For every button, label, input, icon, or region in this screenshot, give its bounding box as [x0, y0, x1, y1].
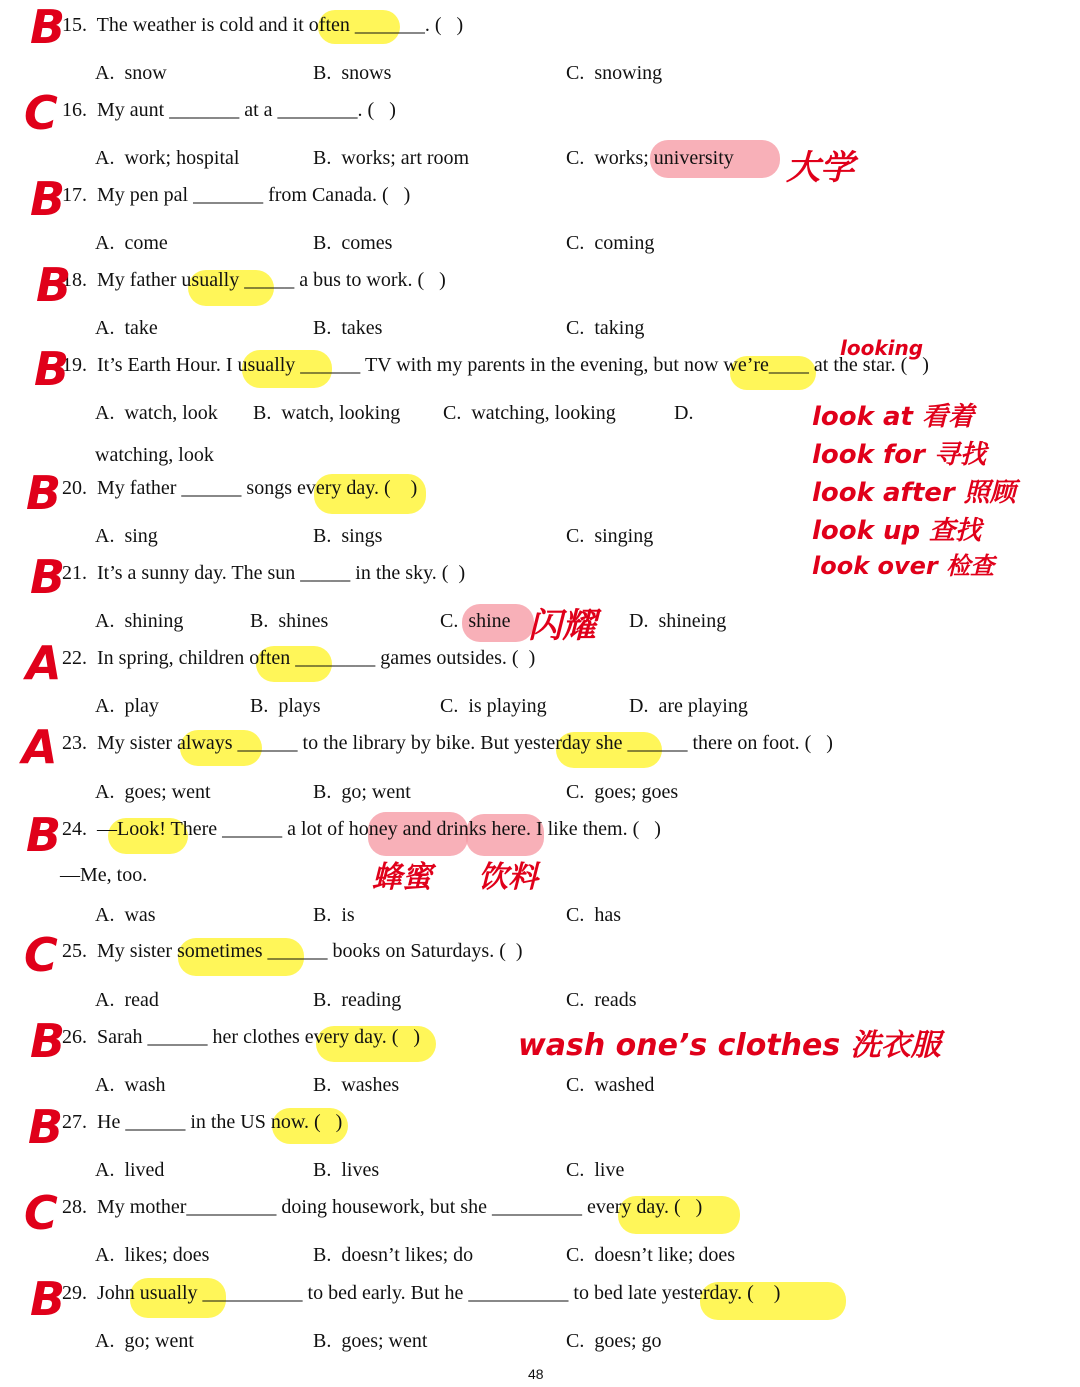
- answer-option[interactable]: B. works; art room: [313, 147, 470, 169]
- question-stem: 16. My aunt _______ at a ________. ( ): [62, 99, 396, 121]
- answer-option[interactable]: A. read: [95, 989, 159, 1011]
- answer-option[interactable]: D. shineing: [629, 610, 727, 632]
- answer-option[interactable]: B. is: [313, 904, 355, 926]
- question-stem: 18. My father usually _____ a bus to work. ( ): [62, 269, 446, 291]
- q21-note: 闪耀: [528, 606, 596, 646]
- handwritten-answer: C: [24, 1186, 58, 1240]
- answer-option[interactable]: A. wash: [95, 1074, 166, 1096]
- answer-option[interactable]: C. washed: [566, 1074, 655, 1096]
- answer-option[interactable]: A. sing: [95, 525, 158, 547]
- question-stem: 23. My sister always ______ to the library by bike. But yesterday she ______ there on foot. ( ): [62, 732, 833, 754]
- handwritten-answer: B: [30, 172, 66, 226]
- answer-option[interactable]: B. washes: [313, 1074, 400, 1096]
- answer-option[interactable]: A. snow: [95, 62, 167, 84]
- answer-option[interactable]: A. go; went: [95, 1330, 194, 1352]
- answer-option-wrap[interactable]: watching, look: [95, 444, 214, 466]
- answer-option[interactable]: B. takes: [313, 317, 383, 339]
- answer-option[interactable]: B. lives: [313, 1159, 380, 1181]
- q19-above-note: looking: [840, 336, 924, 360]
- answer-option[interactable]: A. shining: [95, 610, 184, 632]
- handwritten-answer: B: [30, 550, 66, 604]
- look-list-item: look up 查找: [812, 516, 982, 546]
- answer-option[interactable]: B. goes; went: [313, 1330, 428, 1352]
- answer-option[interactable]: C. has: [566, 904, 621, 926]
- answer-option[interactable]: C. snowing: [566, 62, 663, 84]
- handwritten-answer: B: [34, 342, 70, 396]
- answer-option[interactable]: C. is playing: [440, 695, 547, 717]
- answer-option[interactable]: D.: [674, 402, 694, 424]
- handwritten-answer: B: [30, 0, 66, 54]
- handwritten-answer: B: [30, 1272, 66, 1326]
- handwritten-answer: C: [24, 86, 58, 140]
- answer-option[interactable]: C. watching, looking: [443, 402, 616, 424]
- q26-note: wash one’s clothes 洗衣服: [518, 1028, 941, 1063]
- answer-option[interactable]: B. plays: [250, 695, 321, 717]
- look-list-item: look over 检查: [812, 552, 995, 580]
- q24-drinks-note: 饮料: [478, 860, 538, 895]
- answer-option[interactable]: C. reads: [566, 989, 637, 1011]
- handwritten-answer: C: [24, 928, 58, 982]
- answer-option[interactable]: B. snows: [313, 62, 392, 84]
- page-number: 48: [528, 1366, 544, 1382]
- question-stem: 28. My mother_________ doing housework, but she _________ every day. ( ): [62, 1196, 703, 1218]
- answer-option[interactable]: A. play: [95, 695, 159, 717]
- answer-option[interactable]: D. are playing: [629, 695, 748, 717]
- answer-option[interactable]: C. goes; go: [566, 1330, 662, 1352]
- answer-option[interactable]: C. live: [566, 1159, 625, 1181]
- question-stem: 27. He ______ in the US now. ( ): [62, 1111, 343, 1133]
- q24-honey-note: 蜂蜜: [372, 860, 432, 895]
- question-stem: 20. My father ______ songs every day. ( ): [62, 477, 418, 499]
- answer-option[interactable]: B. reading: [313, 989, 402, 1011]
- answer-option[interactable]: C. shine: [440, 610, 511, 632]
- question-stem: 15. The weather is cold and it often _______. ( ): [62, 14, 464, 36]
- q16-note: 大学: [786, 148, 854, 188]
- handwritten-answer: A: [22, 720, 58, 774]
- answer-option[interactable]: C. taking: [566, 317, 645, 339]
- question-stem: 25. My sister sometimes ______ books on Saturdays. ( ): [62, 940, 523, 962]
- answer-option[interactable]: A. likes; does: [95, 1244, 210, 1266]
- question-stem: 22. In spring, children often ________ games outsides. ( ): [62, 647, 536, 669]
- answer-option[interactable]: B. go; went: [313, 781, 411, 803]
- answer-option[interactable]: B. doesn’t likes; do: [313, 1244, 474, 1266]
- handwritten-answer: A: [26, 636, 62, 690]
- answer-option[interactable]: C. doesn’t like; does: [566, 1244, 736, 1266]
- look-list-item: look at 看着: [812, 402, 975, 432]
- handwritten-answer: B: [26, 808, 62, 862]
- answer-option[interactable]: A. was: [95, 904, 156, 926]
- answer-option[interactable]: A. come: [95, 232, 168, 254]
- question-stem: 19. It’s Earth Hour. I usually ______ TV with my parents in the evening, but now we’re____ at the star. ( ): [62, 354, 929, 376]
- question-stem: 24. —Look! There ______ a lot of honey and drinks here. I like them. ( ): [62, 818, 661, 840]
- answer-option[interactable]: A. goes; went: [95, 781, 211, 803]
- answer-option[interactable]: C. works; university: [566, 147, 734, 169]
- answer-option[interactable]: B. sings: [313, 525, 383, 547]
- handwritten-answer: B: [28, 1100, 64, 1154]
- answer-option[interactable]: A. take: [95, 317, 158, 339]
- handwritten-answer: B: [26, 466, 62, 520]
- answer-option[interactable]: C. goes; goes: [566, 781, 679, 803]
- answer-option[interactable]: A. watch, look: [95, 402, 218, 424]
- dialogue-reply: —Me, too.: [60, 864, 148, 886]
- handwritten-answer: B: [30, 1014, 66, 1068]
- look-list-item: look for 寻找: [812, 440, 987, 470]
- look-list-item: look after 照顾: [812, 478, 1016, 508]
- handwritten-answer: B: [36, 258, 72, 312]
- answer-option[interactable]: A. lived: [95, 1159, 165, 1181]
- answer-option[interactable]: A. work; hospital: [95, 147, 240, 169]
- answer-option[interactable]: B. shines: [250, 610, 329, 632]
- question-stem: 21. It’s a sunny day. The sun _____ in the sky. ( ): [62, 562, 466, 584]
- answer-option[interactable]: C. coming: [566, 232, 655, 254]
- answer-option[interactable]: B. watch, looking: [253, 402, 401, 424]
- answer-option[interactable]: B. comes: [313, 232, 393, 254]
- question-stem: 26. Sarah ______ her clothes every day. ( ): [62, 1026, 421, 1048]
- question-stem: 17. My pen pal _______ from Canada. ( ): [62, 184, 411, 206]
- answer-option[interactable]: C. singing: [566, 525, 654, 547]
- question-stem: 29. John usually __________ to bed early. But he __________ to bed late yesterday. ( ): [62, 1282, 781, 1304]
